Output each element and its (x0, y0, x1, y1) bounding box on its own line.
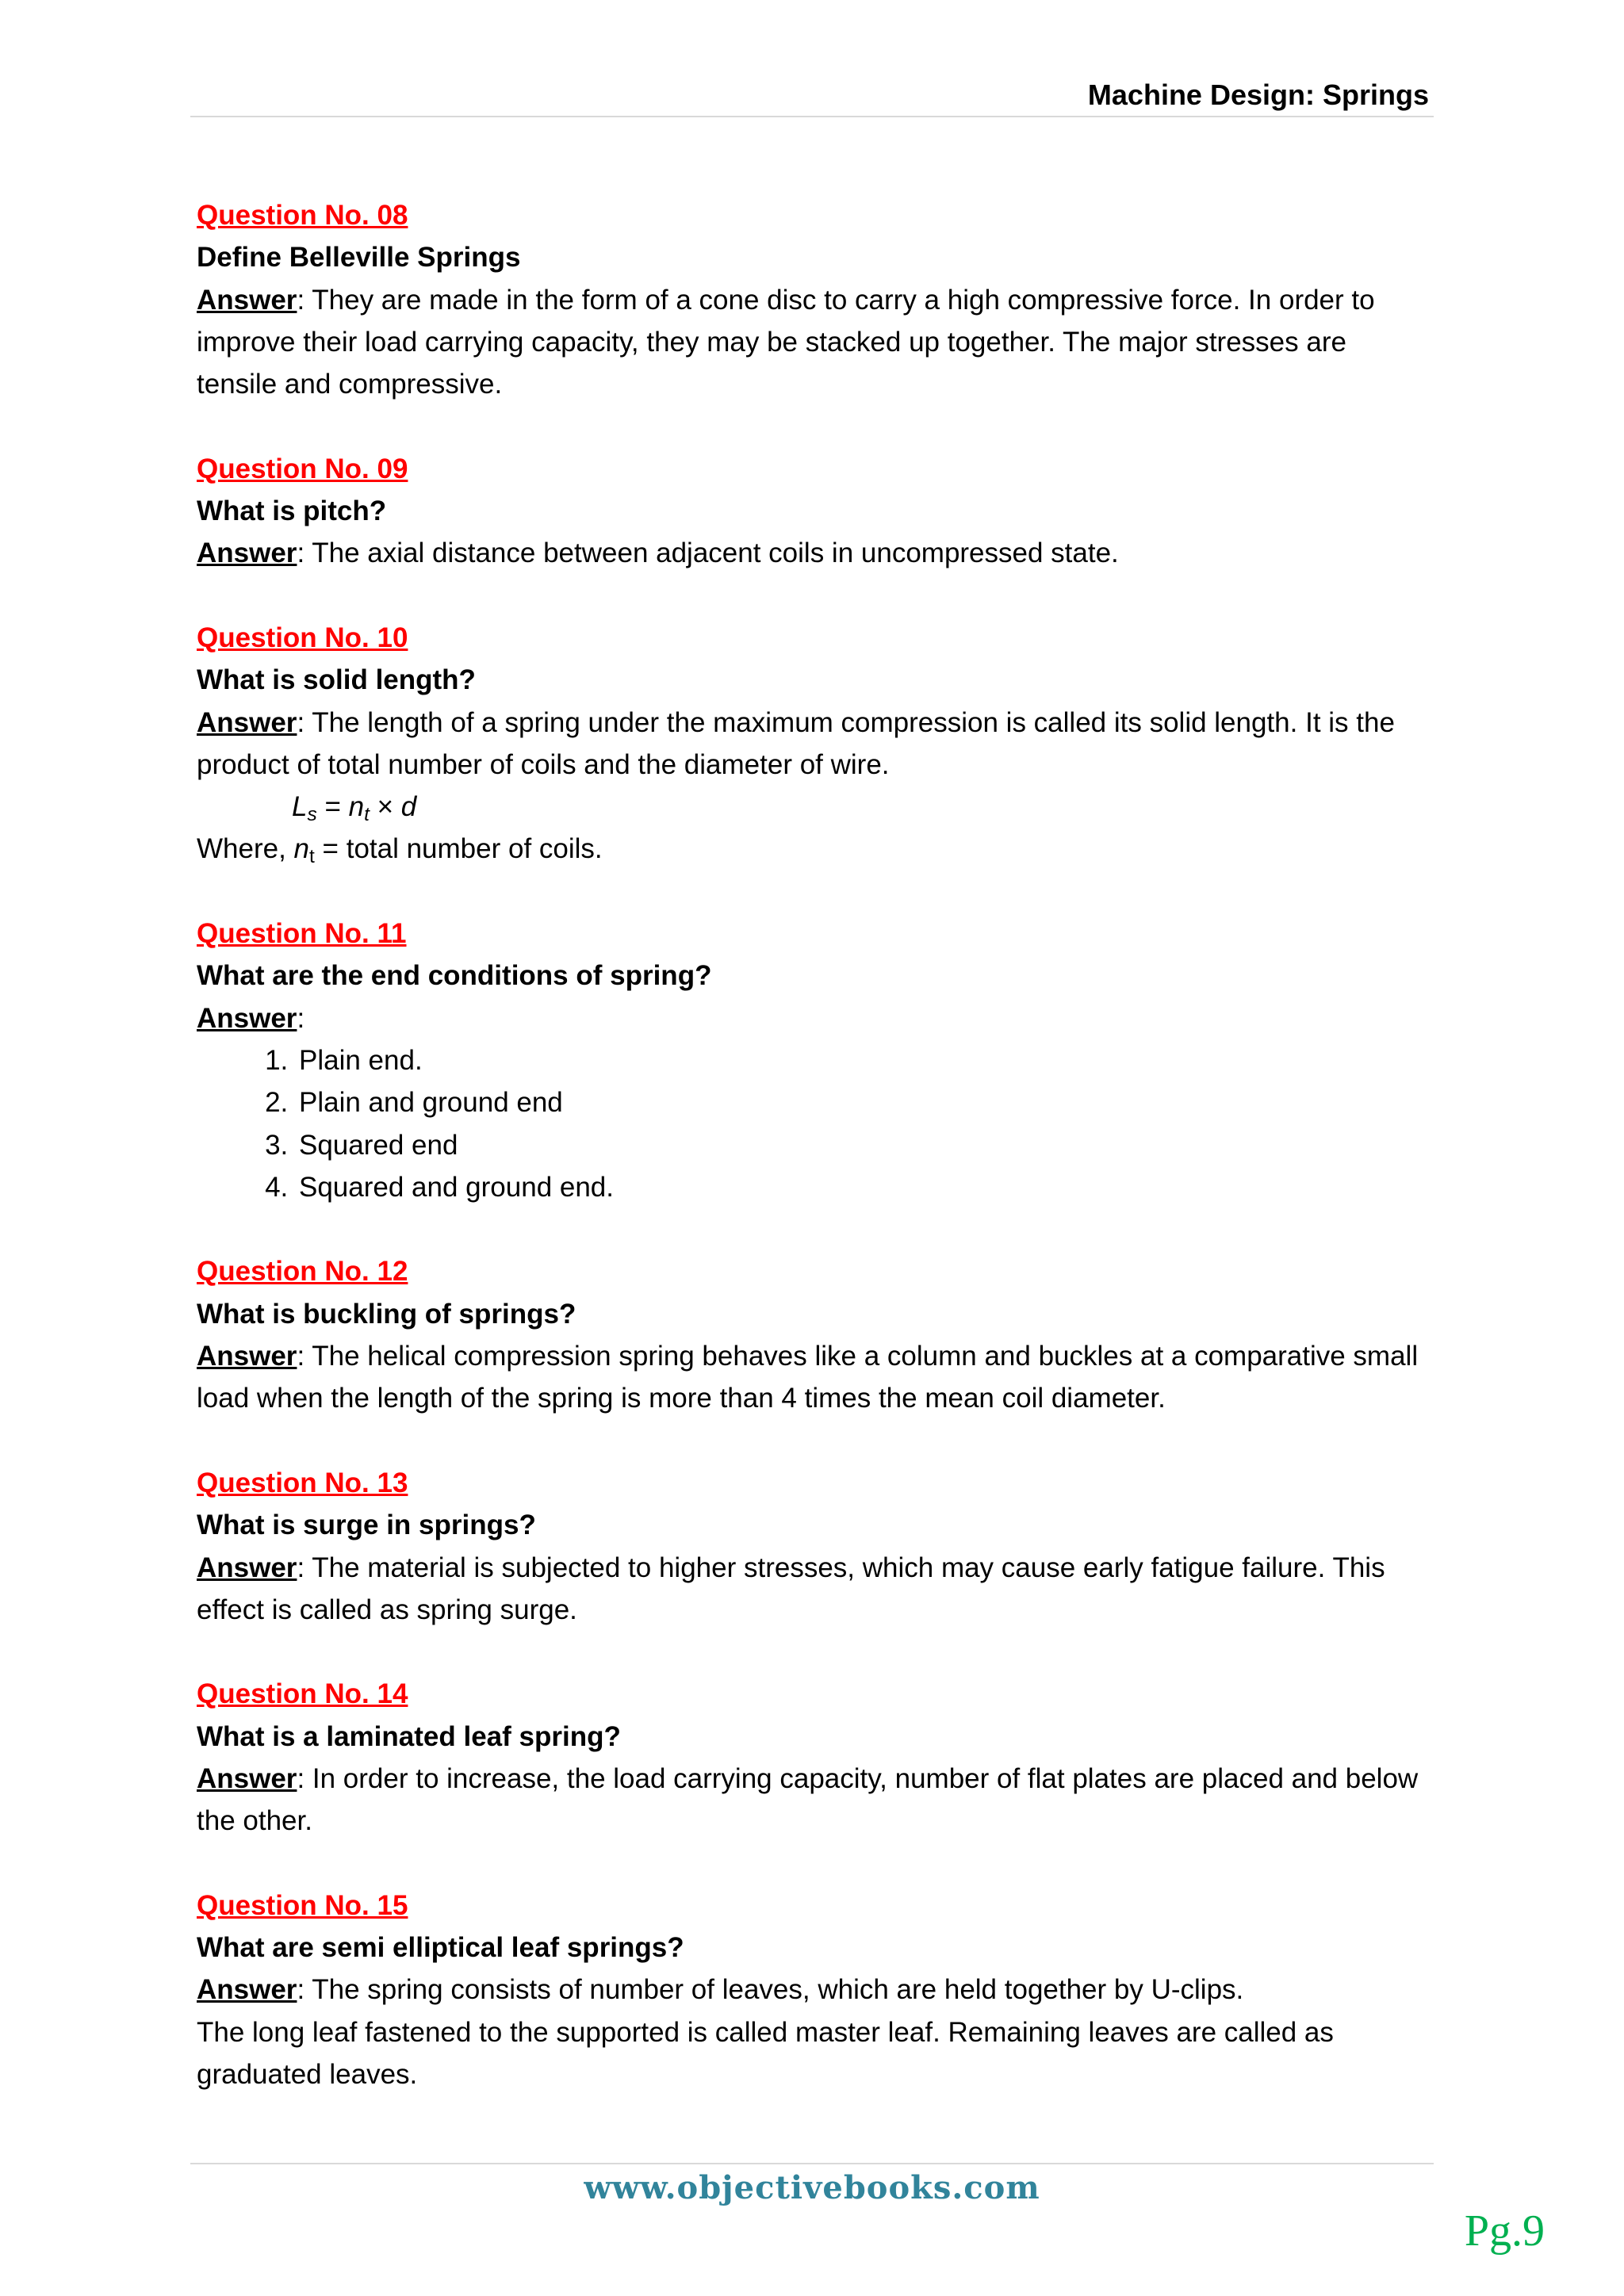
formula-times: × (369, 791, 401, 823)
question-number: Question No. 13 (197, 1467, 408, 1498)
question-text: What is solid length? (197, 664, 476, 696)
end-conditions-list (197, 1039, 1434, 1208)
list-item: 2. Plain and ground end (296, 1081, 1434, 1123)
list-item: 4. Squared and ground end. (296, 1166, 1434, 1208)
question-text: What are semi elliptical leaf springs? (197, 1932, 684, 1964)
answer-label: Answer (197, 1762, 297, 1794)
question-block-15 (197, 1885, 1434, 2095)
question-text: Define Belleville Springs (197, 242, 521, 274)
question-block-10 (197, 617, 1434, 871)
page-number: Pg.9 (1464, 2206, 1545, 2256)
question-number: Question No. 10 (197, 622, 408, 653)
answer-paragraph (197, 532, 1434, 574)
formula-equals: = (316, 791, 349, 823)
header-divider (190, 116, 1434, 117)
list-item: 3. Squared end (296, 1124, 1434, 1166)
header-title: Machine Design: Springs (1087, 78, 1429, 111)
answer-text: : (297, 1002, 305, 1034)
answer-label: Answer (197, 1552, 297, 1583)
answer-text: : The spring consists of number of leaves, which are held together by U-clips. (297, 1974, 1244, 2006)
question-block-14 (197, 1673, 1434, 1842)
where-var: n (293, 833, 310, 865)
where-line (197, 828, 1434, 870)
answer-text: : The material is subjected to higher stresses, which may cause early fatigue failure. This effect is called as spring surge. (197, 1552, 1385, 1625)
question-text: What is surge in springs? (197, 1510, 536, 1541)
question-number: Question No. 12 (197, 1256, 408, 1288)
footer-divider (190, 2163, 1434, 2164)
answer-paragraph (197, 1547, 1434, 1632)
answer-text: : In order to increase, the load carrying capacity, number of flat plates are placed and below the other. (197, 1762, 1419, 1837)
question-number: Question No. 09 (197, 453, 408, 484)
question-text: What is buckling of springs? (197, 1298, 576, 1330)
question-block-11 (197, 913, 1434, 1208)
answer-label: Answer (197, 1002, 297, 1034)
question-text: What is pitch? (197, 496, 387, 527)
question-text: What is a laminated leaf spring? (197, 1720, 621, 1752)
answer-label: Answer (197, 1341, 297, 1372)
question-text: What are the end conditions of spring? (197, 960, 712, 992)
answer-label: Answer (197, 538, 297, 569)
answer-paragraph (197, 997, 1434, 1039)
footer-website-link[interactable]: www.objectivebooks.com (584, 2169, 1040, 2206)
answer-text: : They are made in the form of a cone disc to carry a high compressive force. In order to improve their load carrying capacity, they may be stacked up together. The major stresses are tensile and compressive. (197, 284, 1375, 400)
answer-paragraph (197, 1969, 1434, 2011)
answer-text: : The length of a spring under the maximum compression is called its solid length. It is the product of total number of coils and the diameter of wire. (197, 706, 1395, 780)
answer-label: Answer (197, 1974, 297, 2006)
answer-paragraph (197, 279, 1434, 406)
answer-paragraph (197, 702, 1434, 786)
question-number: Question No. 11 (197, 918, 407, 950)
formula-d: d (400, 791, 417, 823)
answer-text: : The axial distance between adjacent coils in uncompressed state. (297, 538, 1119, 569)
where-var-subscript: t (309, 846, 315, 868)
formula-n: n (348, 791, 365, 823)
question-number: Question No. 14 (197, 1678, 408, 1710)
question-block-08 (197, 194, 1434, 405)
question-block-12 (197, 1250, 1434, 1419)
question-number: Question No. 15 (197, 1889, 408, 1921)
question-number: Question No. 08 (197, 200, 408, 231)
answer-paragraph (197, 1335, 1434, 1420)
qa-content (197, 194, 1434, 2138)
answer-paragraph (197, 1758, 1434, 1843)
answer-continuation: The long leaf fastened to the supported is called master leaf. Remaining leaves are called as graduated leaves. (197, 2016, 1334, 2091)
answer-label: Answer (197, 284, 297, 316)
list-item: 1. Plain end. (296, 1039, 1434, 1081)
formula-n-subscript: t (364, 804, 370, 826)
where-suffix: = total number of coils. (314, 833, 603, 865)
formula-lhs: L (292, 791, 308, 823)
question-block-13 (197, 1462, 1434, 1631)
formula-lhs-subscript: s (307, 804, 317, 826)
answer-text: : The helical compression spring behaves like a column and buckles at a comparative small load when the length of the spring is more than 4 times the mean coil diameter. (197, 1341, 1419, 1414)
where-prefix: Where, (197, 833, 294, 865)
solid-length-formula (197, 786, 1434, 828)
answer-label: Answer (197, 706, 297, 738)
question-block-09 (197, 448, 1434, 575)
